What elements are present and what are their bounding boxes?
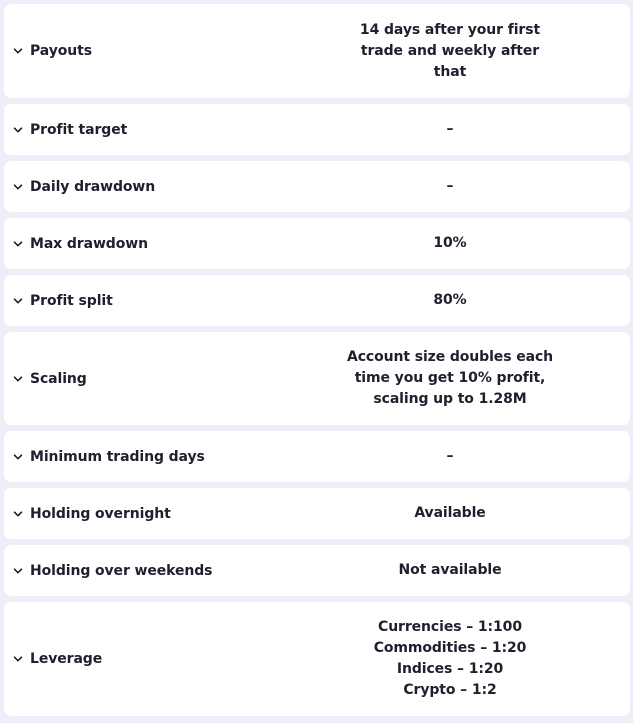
row-holding-overnight[interactable] [4,488,630,539]
row-holding-over-weekends[interactable] [4,545,630,596]
chevron-down-icon [13,452,23,462]
row-leverage[interactable] [4,602,630,716]
value-line: Available [414,505,486,521]
chevron-down-icon [13,566,23,576]
chevron-down-icon [13,46,23,56]
row-value [344,104,556,155]
row-label: Leverage [30,651,103,667]
row-label: Max drawdown [30,235,148,252]
row-value [344,332,556,425]
value-line: time you get 10% profit, [354,370,546,386]
value-line: 14 days after your first [359,21,541,38]
row-value [344,161,556,212]
row-label: Payouts [30,43,92,59]
chevron-down-icon [13,125,23,135]
value-line: 10% [433,235,467,251]
row-value [344,4,556,98]
row-minimum-trading-days[interactable] [4,431,630,482]
row-label: Scaling [30,370,87,387]
row-value [344,431,556,482]
value-line: that [433,63,467,80]
row-label: Profit target [30,121,128,138]
value-line: – [446,448,454,464]
row-daily-drawdown[interactable] [4,161,630,212]
chevron-down-icon [13,182,23,192]
row-label: Holding overnight [30,505,171,522]
row-value [344,602,556,716]
value-line: – [446,178,454,194]
row-value [344,545,556,596]
value-line: Currencies – 1:100 [378,619,522,635]
value-line: – [446,121,454,137]
row-max-drawdown[interactable] [4,218,630,269]
row-label: Daily drawdown [30,178,156,195]
chevron-down-icon [13,654,23,664]
value-line: 80% [433,292,467,308]
row-scaling[interactable] [4,332,630,425]
row-label: Holding over weekends [30,562,213,579]
row-value [344,218,556,269]
row-value [344,488,556,539]
row-payouts[interactable] [4,4,630,98]
row-label: Minimum trading days [30,448,205,465]
row-label: Profit split [30,292,113,309]
chevron-down-icon [13,509,23,519]
chevron-down-icon [13,374,23,384]
value-line: trade and weekly after [360,42,540,59]
value-line: Crypto – 1:2 [403,682,497,698]
value-line: Account size doubles each [346,349,554,365]
row-profit-target[interactable] [4,104,630,155]
value-line: Commodities – 1:20 [373,640,527,656]
chevron-down-icon [13,296,23,306]
value-line: Not available [398,562,502,578]
chevron-down-icon [13,239,23,249]
row-value [344,275,556,326]
value-line: scaling up to 1.28M [373,391,527,407]
row-profit-split[interactable] [4,275,630,326]
value-line: Indices – 1:20 [396,661,504,677]
